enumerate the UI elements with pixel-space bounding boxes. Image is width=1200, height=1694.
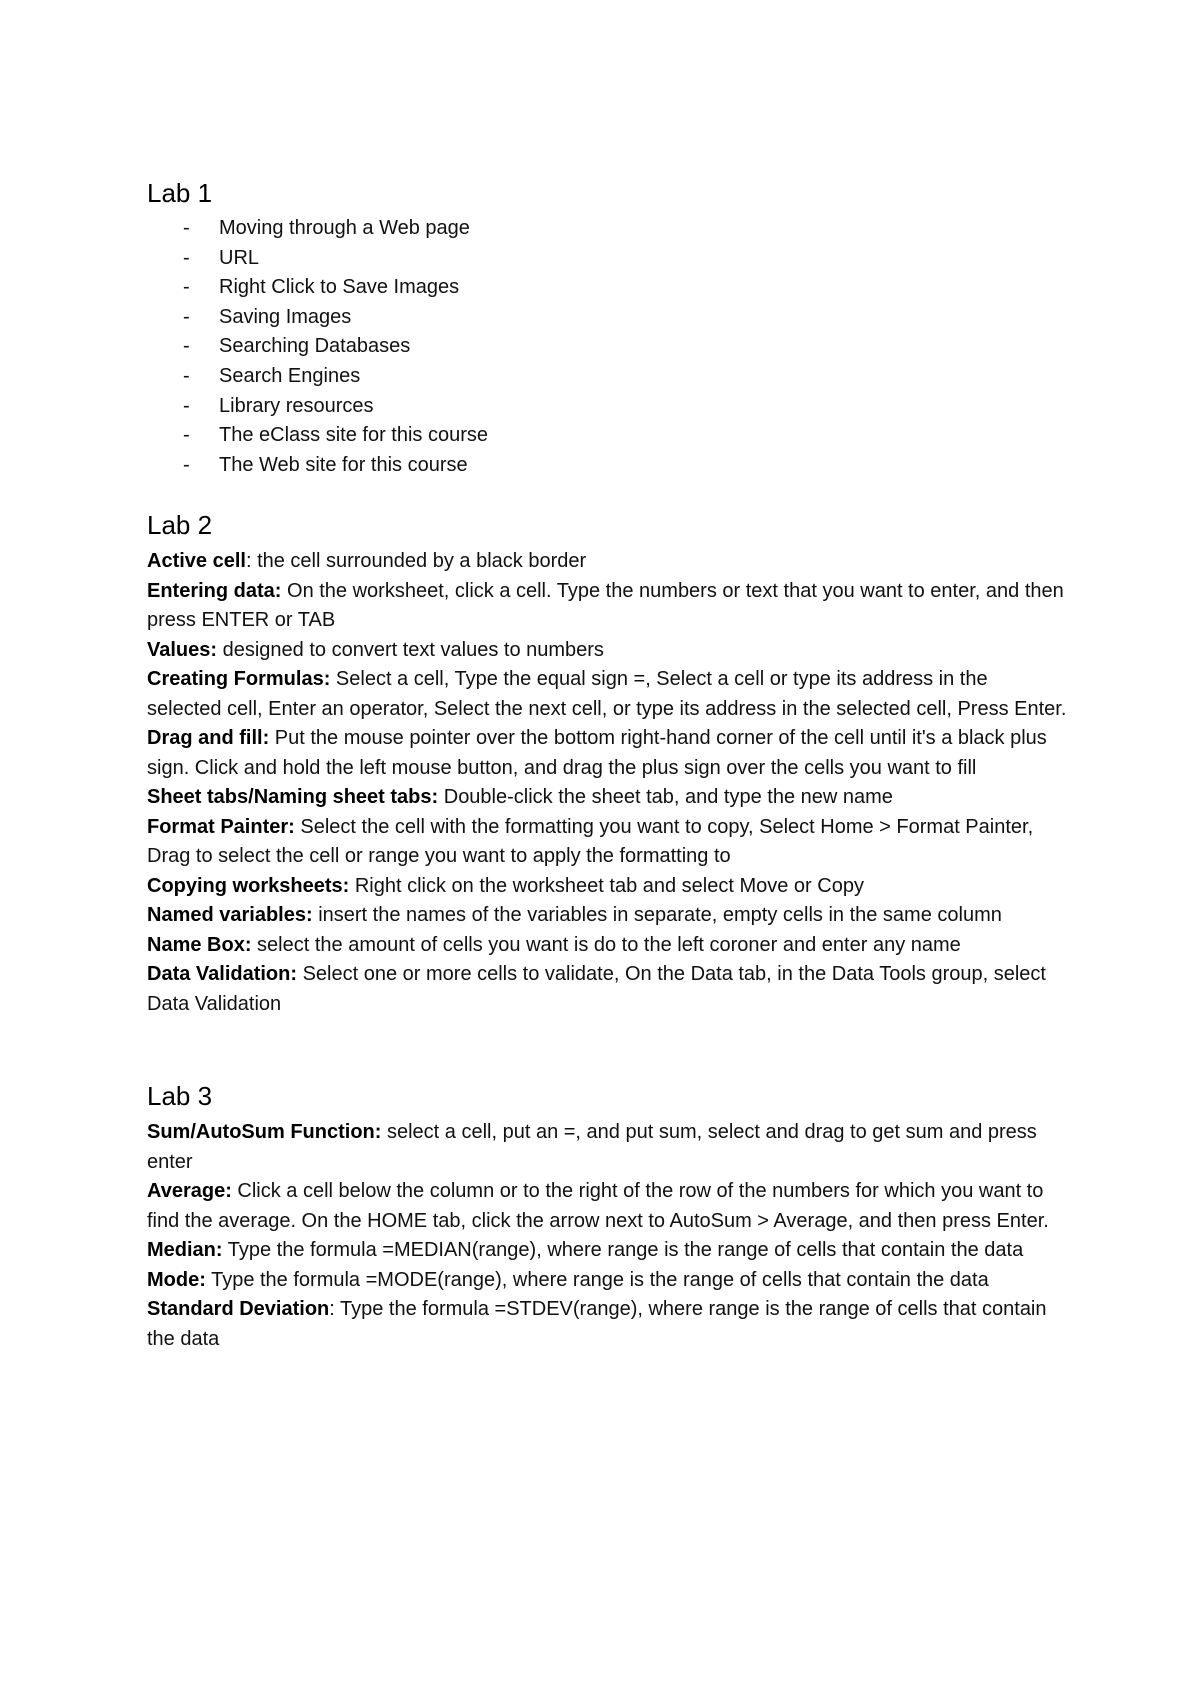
list-item-text: The eClass site for this course	[219, 424, 488, 447]
definition-entry	[147, 724, 1067, 783]
definition-entry	[147, 1177, 1067, 1236]
lab-2-heading: Lab 2	[147, 510, 213, 541]
definition-term: Sum/AutoSum Function:	[147, 1121, 382, 1144]
lab-1-topic-list	[147, 214, 1067, 480]
list-item	[147, 421, 1067, 451]
definition-term: Standard Deviation	[147, 1298, 330, 1321]
list-dash: -	[183, 276, 190, 299]
lab-3-definitions	[147, 1118, 1067, 1354]
definition-entry	[147, 1295, 1067, 1354]
definition-term: Name Box:	[147, 933, 252, 956]
definition-term: Named variables:	[147, 904, 313, 927]
list-item-text: URL	[219, 246, 260, 269]
lab-1-heading: Lab 1	[147, 178, 213, 208]
definition-entry	[147, 960, 1067, 1019]
definition-text: Type the formula =MODE(range), where range is the range of cells that contain the data	[205, 1268, 989, 1291]
list-item	[147, 244, 1067, 274]
lab-2-section	[147, 508, 1067, 1019]
definition-term: Values:	[147, 638, 218, 661]
definition-entry	[147, 636, 1067, 666]
definition-term: Format Painter:	[147, 815, 295, 838]
definition-term: Copying worksheets:	[147, 874, 350, 897]
definition-text: select the amount of cells you want is do to the left coroner and enter any name	[251, 933, 961, 956]
definition-term: Average:	[147, 1180, 232, 1203]
definition-entry	[147, 1236, 1067, 1266]
list-item	[147, 451, 1067, 481]
definition-entry	[147, 872, 1067, 902]
list-item-text: Right Click to Save Images	[219, 276, 460, 299]
list-dash: -	[183, 424, 190, 447]
definition-entry	[147, 1266, 1067, 1296]
list-item-text: Searching Databases	[219, 335, 411, 358]
list-item-text: Library resources	[219, 394, 374, 417]
definition-term: Median:	[147, 1239, 223, 1262]
list-item	[147, 273, 1067, 303]
lab-2-definitions	[147, 547, 1067, 1019]
list-item	[147, 303, 1067, 333]
definition-text: Put the mouse pointer over the bottom right-hand corner of the cell until it's a black plus sign. Click and hold the left mouse button, and drag the plus sign over the cells you want to fill	[147, 727, 1047, 779]
definition-entry	[147, 813, 1067, 872]
definition-term: Mode:	[147, 1268, 206, 1291]
definition-term: Active cell	[147, 550, 246, 573]
definition-entry	[147, 665, 1067, 724]
definition-term: Data Validation:	[147, 963, 298, 986]
definition-text: Click a cell below the column or to the right of the row of the numbers for which you want to find the average. On the HOME tab, click the arrow next to AutoSum > Average, and then press Enter.	[147, 1180, 1049, 1232]
list-dash: -	[183, 394, 190, 417]
list-dash: -	[183, 217, 190, 239]
list-item	[147, 392, 1067, 422]
definition-entry	[147, 783, 1067, 813]
list-item	[147, 362, 1067, 392]
definition-text: : Type the formula =STDEV(range), where range is the range of cells that contain the data	[147, 1298, 1047, 1350]
definition-entry	[147, 1118, 1067, 1177]
definition-term: Sheet tabs/Naming sheet tabs:	[147, 786, 439, 809]
definition-entry	[147, 577, 1067, 636]
list-dash: -	[183, 335, 190, 358]
definition-term: Creating Formulas:	[147, 668, 331, 691]
definition-term: Entering data:	[147, 579, 282, 602]
list-dash: -	[183, 246, 190, 269]
list-item-text: Saving Images	[219, 305, 352, 328]
definition-text: designed to convert text values to numbers	[217, 638, 604, 661]
list-item-text: Moving through a Web page	[219, 217, 470, 239]
lab-1-section	[147, 176, 1067, 480]
definition-text: Right click on the worksheet tab and select Move or Copy	[349, 874, 864, 897]
definition-text: select a cell, put an =, and put sum, select and drag to get sum and press enter	[147, 1121, 1037, 1173]
definition-term: Drag and fill:	[147, 727, 270, 750]
list-dash: -	[183, 305, 190, 328]
definition-text: Double-click the sheet tab, and type the new name	[438, 786, 893, 809]
definition-entry	[147, 931, 1067, 961]
list-item-text: Search Engines	[219, 364, 361, 387]
list-dash: -	[183, 453, 190, 476]
definition-text: Select a cell, Type the equal sign =, Select a cell or type its address in the selected cell, Enter an operator, Select the next cell, or type its address in the selected cell, Press Enter.	[147, 668, 1067, 720]
list-item	[147, 214, 1067, 244]
definition-text: Select the cell with the formatting you want to copy, Select Home > Format Painter, Drag to select the cell or range you want to apply the formatting to	[147, 815, 1034, 868]
definition-text: Select one or more cells to validate, On the Data tab, in the Data Tools group, select Data Validation	[147, 963, 1046, 1015]
definition-text: : the cell surrounded by a black border	[245, 550, 587, 573]
lab-3-heading: Lab 3	[147, 1081, 213, 1112]
definition-text: insert the names of the variables in separate, empty cells in the same column	[312, 904, 1002, 927]
lab-3-section	[147, 1079, 1067, 1354]
list-item	[147, 332, 1067, 362]
document-page	[147, 176, 1067, 1354]
definition-entry	[147, 547, 1067, 577]
list-item-text: The Web site for this course	[219, 453, 468, 476]
definition-text: Type the formula =MEDIAN(range), where range is the range of cells that contain the data	[222, 1239, 1024, 1262]
definition-text: On the worksheet, click a cell. Type the numbers or text that you want to enter, and then press ENTER or TAB	[147, 579, 1064, 632]
list-dash: -	[183, 364, 190, 387]
definition-entry	[147, 901, 1067, 931]
